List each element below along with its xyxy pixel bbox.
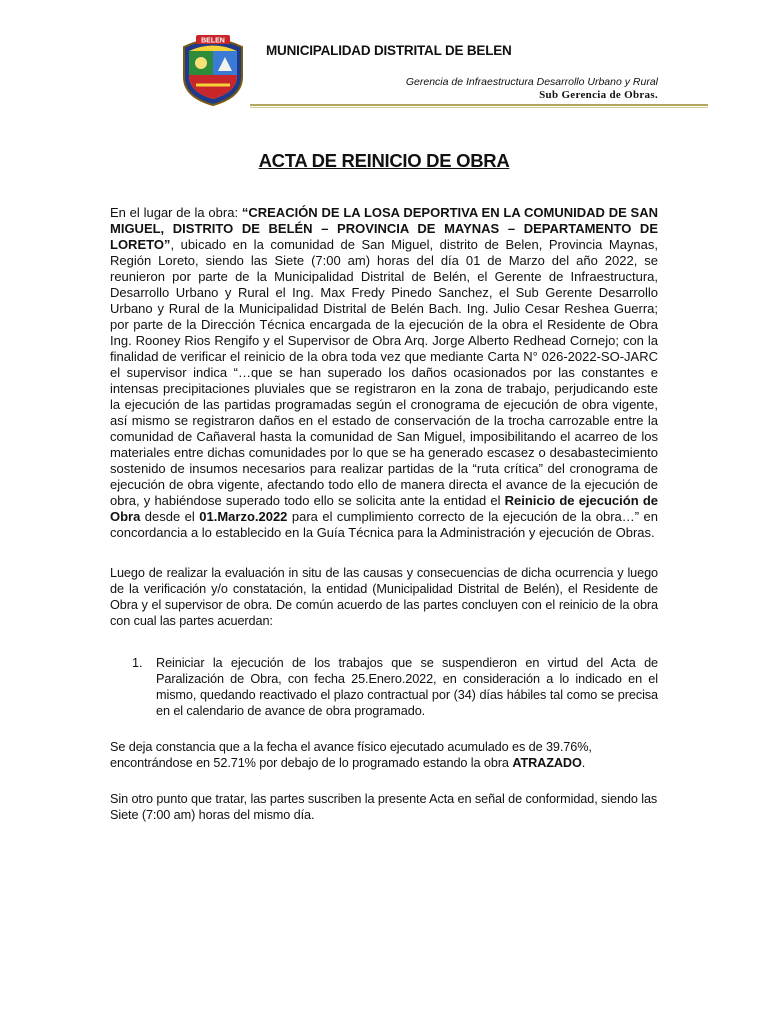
document-title: ACTA DE REINICIO DE OBRA (258, 150, 510, 171)
progress-text-end: . (581, 756, 586, 770)
document-header (0, 0, 768, 110)
paragraph-intro (110, 205, 658, 541)
project-name: “CREACIÓN DE LA LOSA DEPORTIVA EN LA COMUNIDAD DE SAN MIGUEL, DISTRITO DE BELÉN – PROVINCIA DE MAYNAS – DEPARTAMENTO DE LORETO” (110, 205, 658, 252)
logo-text: BELEN (201, 37, 225, 45)
organization-name: MUNICIPALIDAD DISTRITAL DE BELEN (266, 43, 512, 58)
restart-request: Reinicio de ejecución de Obra (110, 493, 658, 524)
intro-text-4: para el cumplimiento correcto de la ejecución de la obra…” en concordancia a lo establecido en la Guía Técnica para la Administración y ejecución de Obras. (110, 509, 658, 540)
status-delayed: ATRAZADO (512, 756, 582, 770)
subdepartment-name: Sub Gerencia de Obras. (539, 89, 658, 101)
list-item (110, 655, 658, 719)
intro-text-1: En el lugar de la obra: (110, 205, 242, 220)
restart-date: 01.Marzo.2022 (199, 509, 288, 524)
list-item-number: 1. (132, 656, 143, 670)
header-divider (250, 104, 708, 106)
document-body (110, 205, 658, 823)
list-item-text: Reiniciar la ejecución de los trabajos que se suspendieron en virtud del Acta de Paralización de Obra, con fecha 25.Enero.2022, en consideración a lo indicado en el mismo, quedando reactivado el plazo contractual por (34) días hábiles tal como se precisa en el calendario de avance de obra programado. (156, 656, 658, 718)
header-divider-secondary (250, 107, 708, 108)
paragraph-closing: Sin otro punto que tratar, las partes suscriben la presente Acta en señal de conformidad, siendo las Siete (7:00 am) horas del mismo día. (110, 792, 658, 822)
department-name: Gerencia de Infraestructura Desarrollo Urbano y Rural (405, 76, 658, 88)
progress-text: Se deja constancia que a la fecha el avance físico ejecutado acumulado es de 39.76%, encontrándose en 52.71% por debajo de lo programado estando la obra (110, 740, 592, 770)
paragraph-evaluation: Luego de realizar la evaluación in situ de las causas y consecuencias de dicha ocurrencia y luego de la verificación y/o constatación, la entidad (Municipalidad Distrital de Belén), el Residente de Obra y el supervisor de obra. De común acuerdo de las partes concluyen con el reinicio de la obra con cual las partes acuerdan: (110, 566, 658, 628)
intro-text-3: desde el (140, 509, 200, 524)
municipal-shield-logo (176, 33, 250, 107)
intro-text-2: , ubicado en la comunidad de San Miguel, distrito de Belen, Provincia Maynas, Región Loreto, siendo las Siete (7:00 am) horas del día 01 de Marzo del año 2022, se reunieron por parte de la Municipalidad Distrital de Belén, el Gerente de Infraestructura, Desarrollo Urbano y Rural el Ing. Max Fredy Pinedo Sanchez, el Sub Gerente Desarrollo Urbano y Rural de la Municipalidad Distrital de Belén Bach. Ing. Julio Cesar Reshea Guerra; por parte de la Dirección Técnica encargada de la ejecución de la obra el Residente de Obra Ing. Rooney Rios Rengifo y el Supervisor de Obra Arq. Jorge Alberto Redhead Cornejo; con la finalidad de verificar el reinicio de la obra toda vez que mediante Carta N° 026-2022-SO-JARC el supervisor indica “…que se han superado los daños ocasionados por las constantes e intensas precipitaciones pluviales que se registraron en la zona de trabajo, perjudicando este la ejecución de las partidas programadas según el cronograma de ejecución de obra vigente, así mismo se registraron daños en el estado de conservación de la trocha carrozable entre la comunidad de Cañaveral hasta la comunidad de San Miguel, imposibilitando el acarreo de los materiales entre dichas comunidades por lo que se ha generado escasez o desabastecimiento sostenido de insumos necesarios para realizar partidas de la “ruta crítica” del cronograma de ejecución de obra vigente, afectando todo ello de manera directa el avance de la ejecución de obra, y habiéndose superado todo ello se solicita ante la entidad el (110, 237, 658, 508)
paragraph-progress (110, 739, 658, 771)
